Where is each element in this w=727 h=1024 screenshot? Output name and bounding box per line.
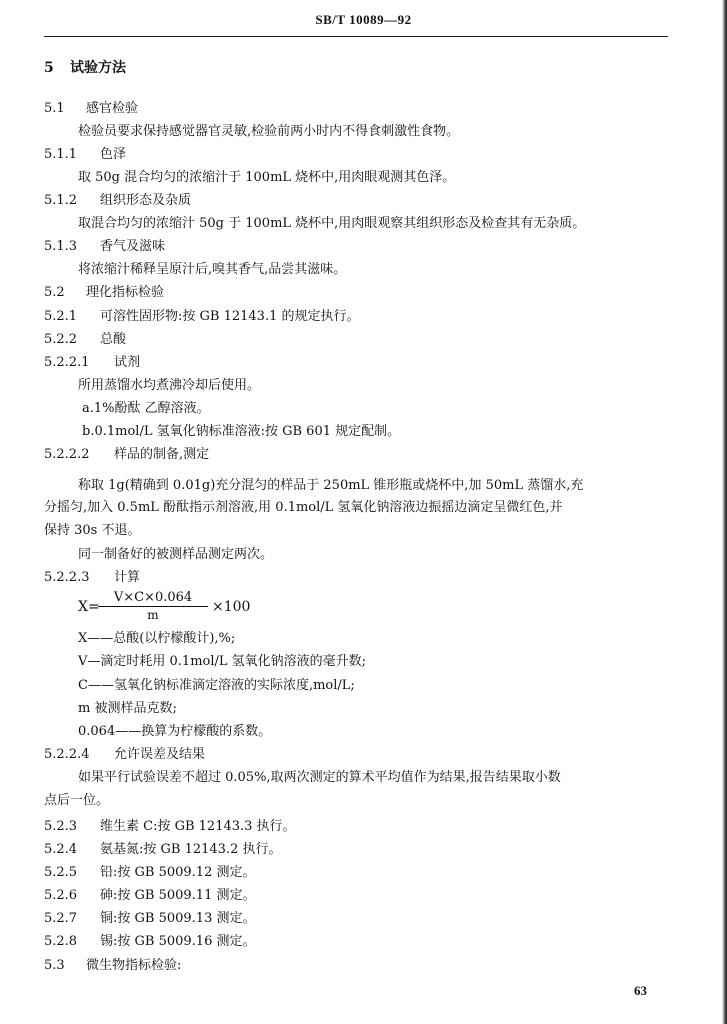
reagent-item-b: b.0.1mol/L 氢氧化钠标准溶液:按 GB 601 规定配制。 (82, 424, 401, 439)
clause-5-1-1 (44, 146, 126, 164)
clause-title: 理化指标检验 (86, 285, 165, 300)
clause-number: 5.2.6 (44, 888, 78, 903)
clause-text: 铜:按 GB 5009.13 测定。 (100, 911, 256, 926)
clause-5-2-5 (44, 864, 255, 882)
clause-5-2-3 (44, 818, 296, 836)
formula-numerator: V×C×0.064 (98, 590, 208, 607)
clause-number: 5.2.2.2 (44, 447, 90, 462)
clause-text: 砷:按 GB 5009.11 测定。 (100, 888, 256, 903)
clause-number: 5.2.2.1 (44, 355, 90, 370)
clause-number: 5.2.2 (44, 332, 78, 347)
clause-number: 5.2.5 (44, 865, 78, 880)
clause-5-2-2 (44, 331, 126, 349)
clause-number: 5.1.3 (44, 239, 78, 254)
page-number: 63 (634, 983, 647, 998)
clause-text: 锡:按 GB 5009.16 测定。 (100, 934, 256, 949)
clause-number: 5.2.1 (44, 309, 78, 324)
clause-number: 5.3 (44, 958, 65, 973)
reagent-item-a: a.1%酚酞 乙醇溶液。 (82, 401, 210, 416)
clause-text: 铅:按 GB 5009.12 测定。 (100, 865, 256, 880)
clause-number: 5.2 (44, 285, 65, 300)
clause-5-1-2 (44, 192, 191, 210)
clause-text: 维生素 C:按 GB 12143.3 执行。 (100, 819, 296, 834)
section-number: 5 (44, 60, 54, 76)
formula-multiplier: ×100 (212, 599, 251, 615)
clause-5-2-6 (44, 887, 255, 905)
clause-5-2-4 (44, 841, 281, 859)
clause-5-1-3 (44, 238, 165, 256)
clause-text: 同一制备好的被测样品测定两次。 (78, 547, 274, 562)
clause-number: 5.2.8 (44, 934, 78, 949)
clause-title: 允许误差及结果 (114, 747, 206, 762)
variable-definition: C——氢氧化钠标准滴定溶液的实际浓度,mol/L; (78, 678, 355, 693)
clause-number: 5.1.1 (44, 147, 78, 162)
clause-5-2-1 (44, 308, 359, 326)
clause-text: 称取 1g(精确到 0.01g)充分混匀的样品于 250mL 锥形瓶或烧杯中,加 50mL 蒸馏水,充 (78, 478, 584, 493)
clause-text: 所用蒸馏水均煮沸冷却后使用。 (78, 378, 261, 393)
clause-5-2-2-2 (44, 446, 209, 464)
formula-denominator: m (147, 608, 159, 622)
clause-text: 可溶性固形物:按 GB 12143.1 的规定执行。 (100, 309, 360, 324)
clause-text: 点后一位。 (44, 793, 110, 808)
clause-number: 5.2.2.3 (44, 570, 90, 585)
formula-fraction (98, 590, 208, 622)
clause-5-1 (44, 100, 138, 118)
variable-definition: m 被测样品克数; (78, 701, 177, 716)
clause-text: 取 50g 混合均匀的浓缩汁于 100mL 烧杯中,用肉眼观测其色泽。 (78, 170, 456, 185)
variable-definition: V—滴定时耗用 0.1mol/L 氢氧化钠溶液的毫升数; (78, 654, 367, 669)
standard-code-header: SB/T 10089—92 (315, 12, 412, 27)
clause-number: 5.2.3 (44, 819, 78, 834)
clause-text: 氨基氮:按 GB 12143.2 执行。 (100, 842, 282, 857)
clause-5-2-2-1 (44, 354, 140, 372)
clause-number: 5.2.7 (44, 911, 78, 926)
clause-5-2-2-3 (44, 569, 140, 587)
clause-number: 5.2.2.4 (44, 747, 90, 762)
formula-lhs: X= (78, 599, 100, 615)
clause-text: 分摇匀,加入 0.5mL 酚酞指示剂溶液,用 0.1mol/L 氢氧化钠溶液边振摇边滴定呈微红色,并 (44, 500, 563, 515)
clause-text: 将浓缩汁稀释呈原汁后,嗅其香气,品尝其滋味。 (78, 262, 347, 277)
clause-title: 总酸 (100, 332, 127, 347)
clause-number: 5.1.2 (44, 193, 78, 208)
clause-title: 试剂 (114, 355, 141, 370)
clause-title: 感官检验 (86, 101, 139, 116)
clause-text: 检验员要求保持感觉器官灵敏,检验前两小时内不得食刺激性食物。 (78, 124, 460, 139)
clause-title: 组织形态及杂质 (100, 193, 192, 208)
header-rule (44, 36, 668, 37)
variable-definition: 0.064——换算为柠檬酸的系数。 (78, 724, 272, 739)
clause-5-2-2-4 (44, 746, 205, 764)
clause-text: 如果平行试验误差不超过 0.05%,取两次测定的算术平均值作为结果,报告结果取小数 (78, 770, 561, 785)
clause-5-3 (44, 957, 181, 975)
clause-5-2-7 (44, 910, 255, 928)
clause-title: 样品的制备,测定 (114, 447, 210, 462)
scan-edge-shadow (722, 0, 727, 1024)
clause-title: 计算 (114, 570, 141, 585)
clause-number: 5.2.4 (44, 842, 78, 857)
clause-title: 色泽 (100, 147, 127, 162)
clause-title: 香气及滋味 (100, 239, 166, 254)
clause-title: 微生物指标检验: (86, 958, 182, 973)
clause-5-2-8 (44, 933, 255, 951)
section-heading (44, 57, 126, 77)
clause-text: 保持 30s 不退。 (44, 523, 141, 538)
clause-number: 5.1 (44, 101, 65, 116)
total-acid-formula (78, 590, 298, 624)
clause-text: 取混合均匀的浓缩汁 50g 于 100mL 烧杯中,用肉眼观察其组织形态及检查其有无杂质。 (78, 216, 586, 231)
section-title: 试验方法 (70, 60, 126, 76)
clause-5-2 (44, 284, 164, 302)
variable-definition: X——总酸(以柠檬酸计),%; (78, 631, 236, 646)
